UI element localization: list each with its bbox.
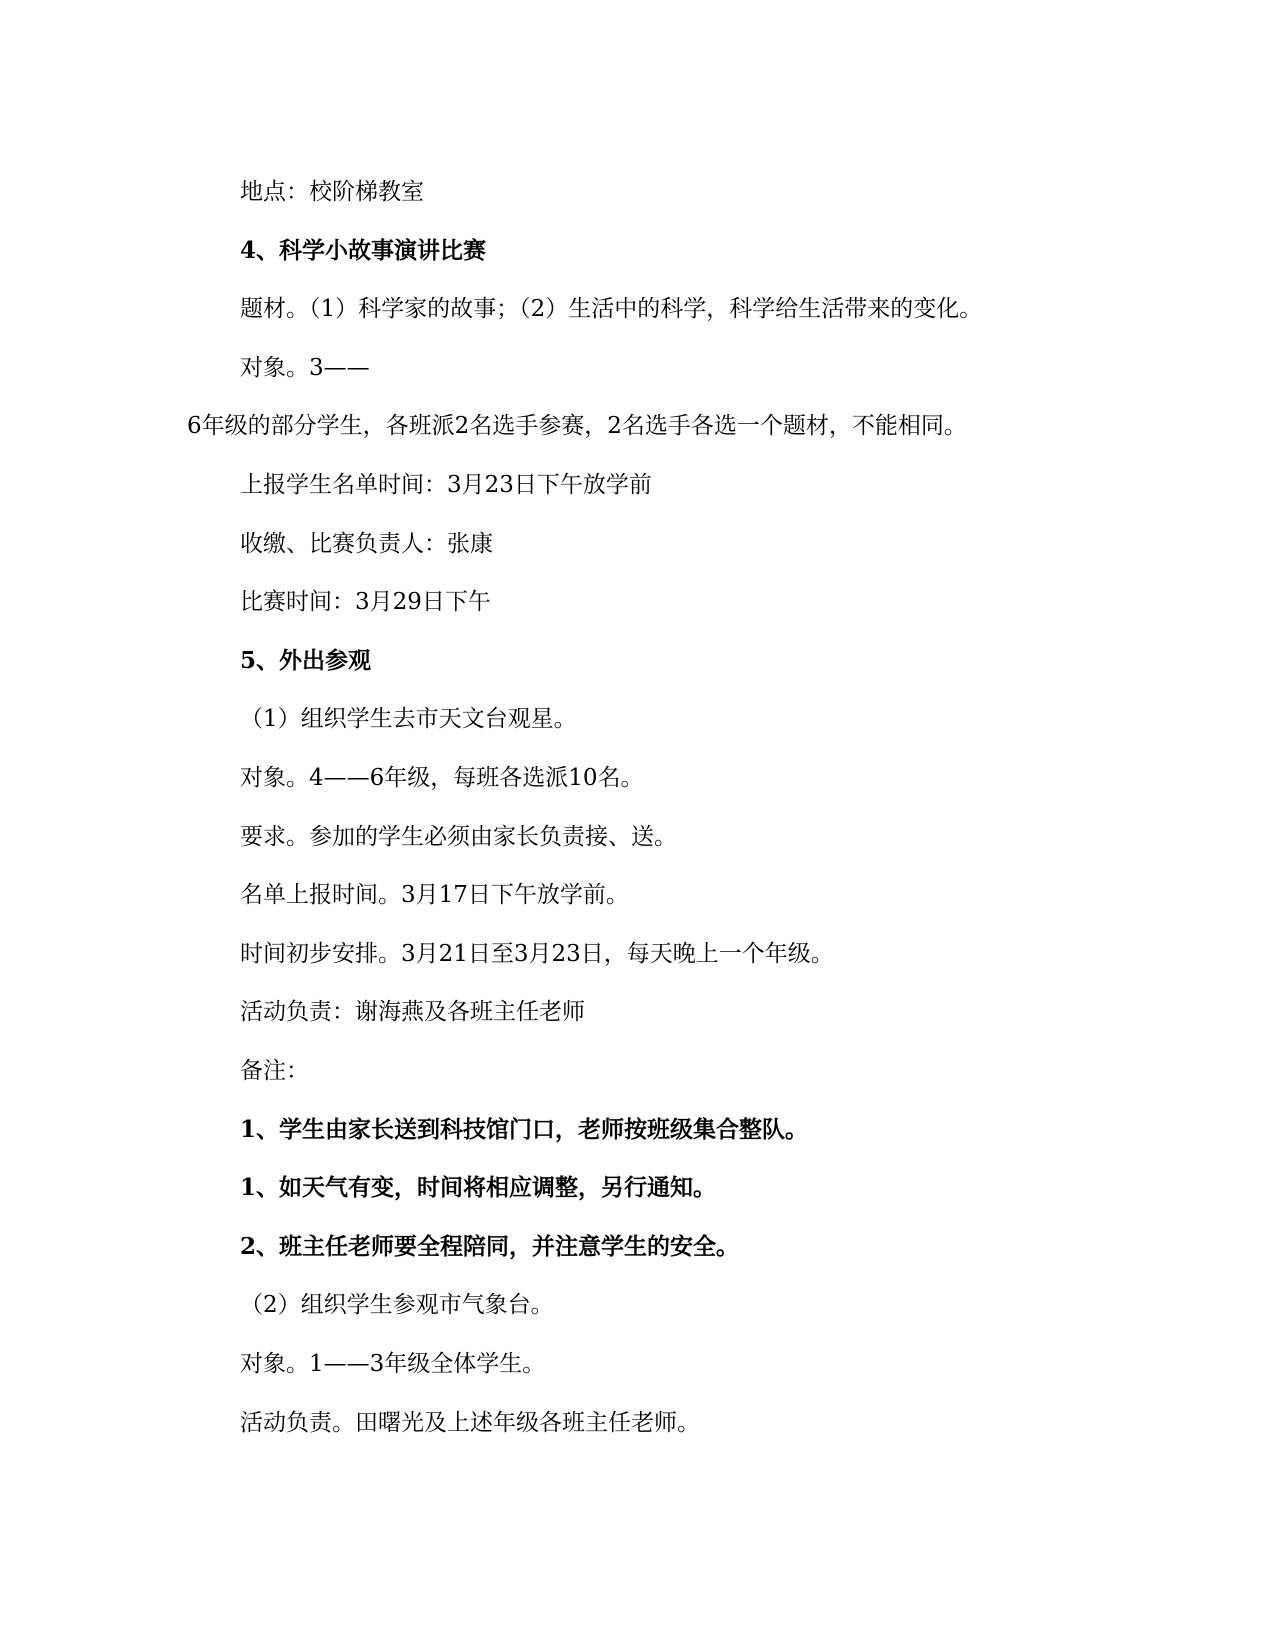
observatory-requirement-line: 要求。参加的学生必须由家长负责接、送。 — [240, 824, 677, 850]
contest-time-line: 比赛时间：3月29日下午 — [240, 589, 491, 615]
contest-owner-line: 收缴、比赛负责人：张康 — [240, 531, 493, 557]
note-item-2: 1、如天气有变，时间将相应调整，另行通知。 — [240, 1174, 717, 1201]
section-heading-4: 4、科学小故事演讲比赛 — [240, 237, 487, 264]
weather-station-audience-line: 对象。1——3年级全体学生。 — [240, 1351, 546, 1377]
topic-line: 题材。（1）科学家的故事；（2）生活中的科学，科学给生活带来的变化。 — [240, 296, 983, 322]
observatory-schedule-line: 时间初步安排。3月21日至3月23日，每天晚上一个年级。 — [240, 941, 834, 967]
notes-label: 备注： — [240, 1058, 309, 1084]
weather-station-owner-line: 活动负责。田曙光及上述年级各班主任老师。 — [240, 1410, 700, 1436]
observatory-owner-line: 活动负责：谢海燕及各班主任老师 — [240, 999, 585, 1025]
observatory-list-time-line: 名单上报时间。3月17日下午放学前。 — [240, 882, 629, 908]
audience-line: 对象。3—— — [240, 355, 370, 381]
note-item-3: 2、班主任老师要全程陪同，并注意学生的安全。 — [240, 1233, 740, 1260]
note-item-1: 1、学生由家长送到科技馆门口，老师按班级集合整队。 — [240, 1116, 809, 1143]
audience-continuation-line: 6年级的部分学生，各班派2名选手参赛，2名选手各选一个题材，不能相同。 — [187, 413, 967, 439]
location-line: 地点：校阶梯教室 — [240, 179, 424, 205]
observatory-audience-line: 对象。4——6年级，每班各选派10名。 — [240, 765, 644, 791]
weather-station-item: （2）组织学生参观市气象台。 — [240, 1292, 554, 1318]
section-heading-5: 5、外出参观 — [240, 647, 372, 674]
observatory-item: （1）组织学生去市天文台观星。 — [240, 706, 577, 732]
submission-time-line: 上报学生名单时间：3月23日下午放学前 — [240, 472, 652, 498]
